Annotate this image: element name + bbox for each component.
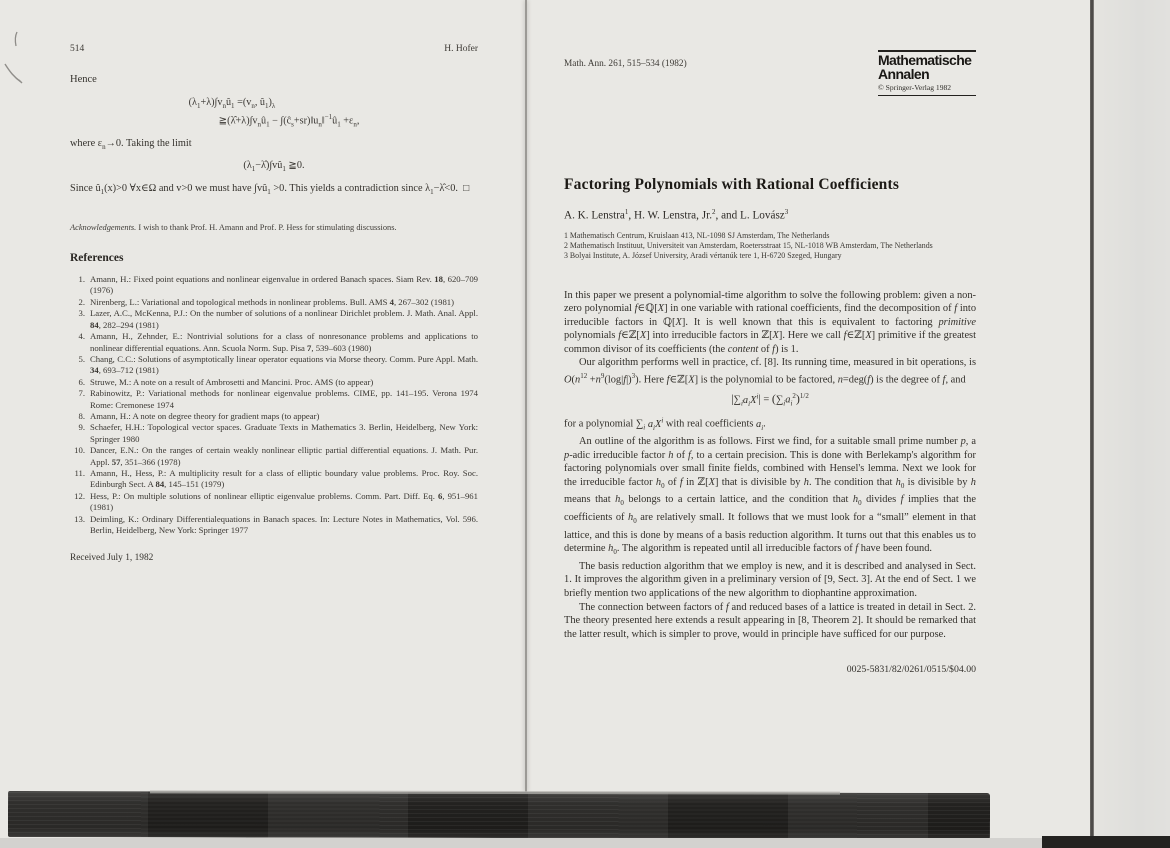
reference-text: Amann, H., Hess, P.: A multiplicity result for a class of elliptic boundary value problems. Proc. Roy. Soc. Edinburgh Sect. A 84, 145–151 (1979) [90, 467, 478, 490]
reference-number: 11. [74, 467, 85, 478]
page-edge-shadow [1090, 0, 1094, 848]
scan-background-strip [1094, 0, 1170, 848]
reference-item [70, 354, 478, 377]
received-date: Received July 1, 1982 [70, 553, 154, 564]
right-page [564, 50, 976, 675]
references-heading: References [70, 252, 124, 265]
reference-item [70, 422, 478, 445]
equation-line-1: $(\lambda_1+\lambda)\int v_nû_1 =(v_n$, $û_1)_\lambda$ [188, 97, 276, 111]
after-equation-line: for a polynomial $\sum_i$ $a_iX^i$ with real coefficients $a_i$. [564, 416, 766, 432]
journal-reference: Math. Ann. 261, 515–534 (1982) [564, 59, 687, 69]
reference-text: Amann, H.: Fixed point equations and nonlinear eigenvalue in ordered Banach spaces. Siam Rev. 18, 620–709 (1976) [90, 274, 478, 296]
left-page-header [70, 44, 478, 54]
paragraph-1: In this paper we present a polynomial-time algorithm to solve the following problem: given a non-zero polynomial f∈ℚ[X] in one variable with rational coefficients, find the decomposition of f into irreducible factors in ℚ[X]. It is well known that this is equivalent to factoring primitive polynomials f∈ℤ[X] into irreducible factors in ℤ[X]. Here we call f∈ℤ[X] primitive if the greatest common divisor of its coefficients (the content of f) is 1. [564, 289, 977, 355]
norm-equation: $|\sum_ia_iX^i| = (\sum_ia_i^2)^{1/2}$ [731, 391, 809, 408]
affiliation-item: 2 Mathematisch Instituut, Universiteit van Amsterdam, Roetersstraat 15, NL-1018 WB Amsterdam, The Netherlands [564, 240, 933, 250]
scan-dark-band [8, 791, 990, 839]
left-page [70, 44, 478, 563]
reference-number: 4. [78, 331, 85, 342]
reference-number: 7. [78, 388, 85, 399]
reference-text: Chang, C.C.: Solutions of asymptotically linear operator equations via Morse theory. Comm. Pure Appl. Math. 34, 693–712 (1981) [90, 353, 478, 376]
acknowledgements: Acknowledgements. I wish to thank Prof. H. Amann and Prof. P. Hess for stimulating discussions. [70, 222, 397, 232]
reference-number: 9. [78, 422, 85, 433]
reference-number: 8. [78, 410, 85, 421]
scan-corner-shadow [1042, 836, 1170, 848]
reference-item [70, 377, 478, 388]
where-text: where $\varepsilon_n\to 0$. Taking the limit [70, 138, 192, 152]
reference-item [70, 274, 478, 297]
reference-number: 5. [78, 353, 85, 364]
pen-marks [2, 28, 30, 102]
reference-text: Dancer, E.N.: On the ranges of certain weakly nonlinear elliptic partial differential equations. J. Math. Pur. Appl. 57, 351–366 (1978) [90, 445, 478, 467]
reference-number: 3. [78, 308, 85, 319]
paper-title: Factoring Polynomials with Rational Coefficients [564, 176, 900, 193]
reference-text: Rabinowitz, P.: Variational methods for nonlinear eigenvalue problems. CIME, pp. 141–195. Verona 1974 Rome: Cremonese 1974 [90, 388, 478, 410]
hence-text: Hence [70, 74, 97, 85]
affiliations-list [564, 231, 976, 261]
right-page-header [564, 50, 976, 96]
paper-body [564, 289, 976, 641]
paragraph-2: Our algorithm performs well in practice, cf. [8]. Its running time, measured in bit operations, is $O(n^{12} +n^9(\log|f|)^3)$. Here f∈ℤ[X] is the polynomial to be factored, n=deg(f) is the degree of f, and [564, 357, 976, 386]
journal-copyright: © Springer-Verlag 1982 [878, 83, 952, 92]
paragraph-3: An outline of the algorithm is as follows. First we find, for a suitable small prime number p, a p-adic irreducible factor h of f, to a certain precision. This is done with Berlekamp's algorithm for factoring polynomials over small finite fields, combined with Hensel's lemma. Next we look for the irreducible factor $h_0$ of f in ℤ[X] that is divisible by h. The condition that $h_0$ is divisible by h means that $h_0$ belongs to a certain lattice, and the condition that $h_0$ divides f implies that the coefficients of $h_0$ are relatively small. It follows that we must look for a “small” element in that lattice, and this is done by means of a basis reduction algorithm. It turns out that this enables us to determine $h_0$. The algorithm is repeated until all irreducible factors of f have been found. [564, 436, 976, 557]
conclusion-paragraph: Since $û_1(x)>0$ ∀x∈Ω and v>0 we must have $\int vû_1 >0$. This yields a contradiction since $\lambda_1-\lambdâ<0$. □ [70, 182, 470, 196]
reference-number: 6. [78, 376, 85, 387]
reference-text: Hess, P.: On multiple solutions of nonlinear elliptic eigenvalue problems. Comm. Part. Diff. Eq. 6, 951–961 (1981) [90, 490, 478, 513]
reference-text: Nirenberg, L.: Variational and topological methods in nonlinear problems. Bull. AMS 4, 267–302 (1981) [90, 296, 455, 307]
reference-item [70, 411, 478, 422]
reference-text: Amann, H., Zehnder, E.: Nontrivial solutions for a class of nonresonance problems and applications to nonlinear differential equations. Ann. Scuola Norm. Sup. Pisa 7, 539–603 (1980) [90, 331, 478, 353]
equation-line-2: $≧(\lambdâ+\lambda)\int v_nû_1$ − $\int(ĉ_s+sr)‖u_n‖^{-1}û_1 +\varepsilon_n$, [218, 113, 360, 129]
reference-item [70, 468, 478, 491]
journal-logo-line1: Mathematische [878, 52, 972, 68]
paragraph-5: The connection between factors of f and reduced bases of a lattice is treated in detail in Sect. 2. The theory presented here extends a result appearing in [8, Theorem 2]. It should be remarked that the latter result, which is simpler to prove, would in principle have sufficed for our purpose. [564, 601, 977, 640]
display-equation-2: $(\lambda_1-\lambdâ)\int vû_1$ ≧0. [243, 159, 305, 173]
reference-item [70, 388, 478, 411]
reference-number: 2. [78, 296, 85, 307]
reference-number: 12. [74, 490, 85, 501]
reference-text: Amann, H.: A note on degree theory for gradient maps (to appear) [90, 410, 320, 421]
issn-price-code: 0025-5831/82/0261/0515/$04.00 [846, 664, 976, 676]
equation-lines [189, 97, 360, 128]
journal-logo-line2: Annalen [878, 65, 930, 82]
reference-number: 10. [74, 445, 85, 456]
scan-bottom-strip [0, 838, 1170, 848]
running-head: H. Hofer [444, 44, 478, 54]
authors-line: A. K. Lenstra$^1$, H. W. Lenstra, Jr.$^2$, and L. Lovász$^3$ [564, 208, 789, 222]
reference-text: Lazer, A.C., McKenna, P.J.: On the number of solutions of a nonlinear Dirichlet problem. J. Math. Anal. Appl. 84, 282–294 (1981) [90, 308, 478, 330]
reference-number: 1. [78, 274, 85, 285]
affiliation-item: 3 Bolyai Institute, A. József University, Aradi vértanúk tere 1, H-6720 Szeged, Hungary [564, 250, 842, 260]
reference-item [70, 514, 478, 537]
paragraph-4: The basis reduction algorithm that we employ is new, and it is described and analysed in Sect. 1. It improves the algorithm given in a preliminary version of [9, Sect. 3]. At the end of Sect. 1 we briefly mention two applications of the new algorithm to diophantine approximation. [564, 560, 976, 599]
display-equation-1 [70, 97, 478, 128]
reference-item [70, 331, 478, 354]
page-fold-line [525, 0, 527, 792]
reference-item [70, 491, 478, 514]
reference-item [70, 445, 478, 468]
references-list [70, 274, 478, 536]
page-number: 514 [70, 44, 85, 54]
affiliation-item: 1 Mathematisch Centrum, Kruislaan 413, NL-1098 SJ Amsterdam, The Netherlands [564, 230, 830, 240]
journal-logo [878, 50, 976, 96]
reference-text: Schaefer, H.H.: Topological vector spaces. Graduate Texts in Mathematics 3. Berlin, Heidelberg, New York: Springer 1980 [90, 422, 478, 444]
reference-text: Deimling, K.: Ordinary Differentialequations in Banach spaces. In: Lecture Notes in Mathematics, Vol. 596. Berlin, Heidelberg, New York: Springer 1977 [90, 513, 478, 536]
reference-item [70, 297, 478, 308]
reference-number: 13. [74, 513, 85, 524]
reference-item [70, 308, 478, 331]
reference-text: Struwe, M.: A note on a result of Ambrosetti and Mancini. Proc. AMS (to appear) [90, 376, 374, 387]
